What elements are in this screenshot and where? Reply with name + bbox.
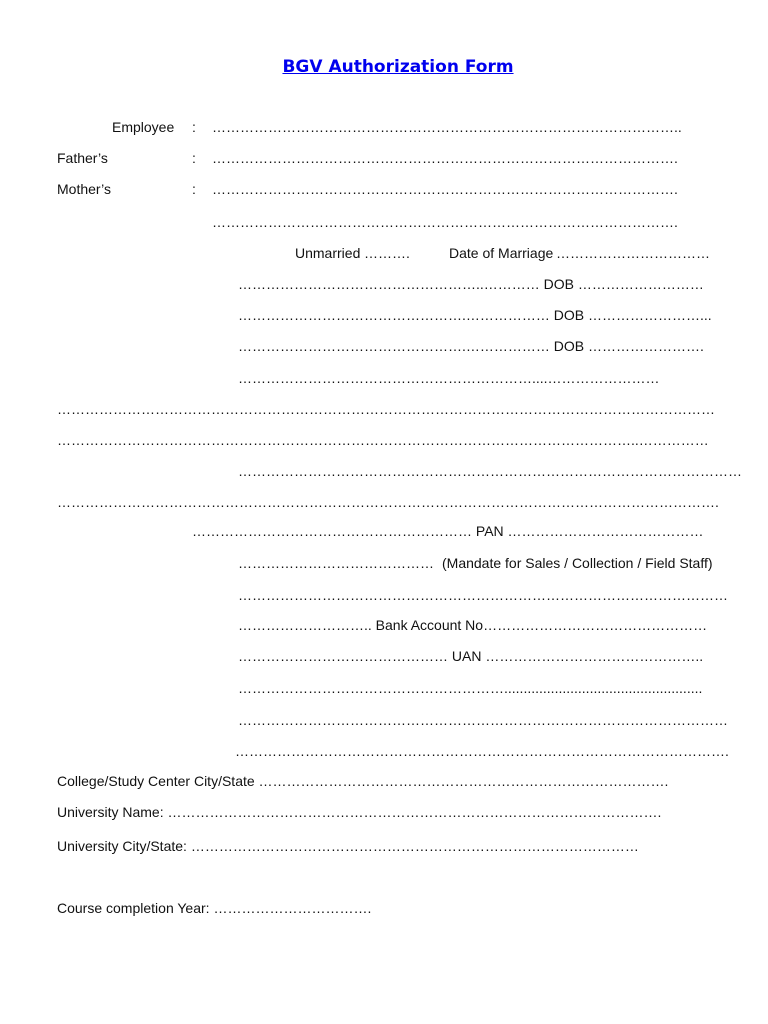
dob-field[interactable]: ……………………. [584,338,704,354]
pan-row [192,523,704,539]
dob-field[interactable]: ……………………... [584,307,712,323]
blank-field[interactable]: ……………………………………………………………………………………………………………………………. [57,494,719,510]
marriage-date-field[interactable]: …………………………… [556,245,710,261]
blank-field[interactable]: ………………………………………………………....…………………… [238,370,660,386]
uan-field[interactable]: ……………………………………….. [481,648,704,664]
course-year-label: Course completion Year: [57,900,210,916]
pan-label: PAN [475,523,504,539]
bank-account-field[interactable]: ………………………………………… [483,617,708,633]
blank-field[interactable]: ……………………………………………………………………………………………. [235,743,729,759]
dob-name-field[interactable]: ……………………………………………..………… [238,276,544,292]
uan-label: UAN [451,648,482,664]
dob-name-field[interactable]: ………………………………………….……………… [238,338,554,354]
college-label: College/Study Center City/State [57,773,255,789]
pan-prefix-field[interactable]: …………………………………………………… [192,523,476,539]
father-label: Father’s [57,150,108,166]
blank-field[interactable]: …………………………………………………………………………………………… [238,587,728,603]
dob-field[interactable]: ……………………… [574,276,704,292]
bank-prefix-field[interactable]: ……………………….. [238,617,376,633]
college-row [57,773,668,789]
form-title: BGV Authorization Form [282,57,514,77]
uan-prefix-field[interactable]: ……………………………………… [238,648,452,664]
blank-field[interactable]: ……………………………………………………………………………………………………………..…………… [57,432,709,448]
course-year-row [57,900,371,916]
unmarried-label: Unmarried [295,245,361,261]
university-city-label: University City/State: [57,838,187,854]
address-field-1[interactable]: ………………………………………………………………………………………. [212,214,678,230]
unmarried-field[interactable]: ………. [364,245,410,261]
dob-name-field[interactable]: ………………………………………….……………… [238,307,554,323]
dob-label: DOB [543,276,575,292]
bank-row [238,617,707,633]
father-field[interactable]: ………………………………………………………………………………………. [212,150,678,166]
blank-field[interactable]: ……………………………………………………………………………………………… [238,463,742,479]
employee-field[interactable]: ……………………………………………………………………………………….. [212,119,682,135]
dob-row [238,338,704,354]
uan-row [238,648,703,664]
mandate-note: (Mandate for Sales / Collection / Field Staff) [442,555,713,571]
course-year-field[interactable]: ……………………………. [213,900,372,916]
pan-field[interactable]: …………………………………… [503,523,704,539]
university-city-field[interactable]: …………………………………………………………………………………… [190,838,639,854]
marriage-date-label: Date of Marriage [449,245,554,261]
dob-row [238,276,704,292]
mother-field[interactable]: ………………………………………………………………………………………. [212,181,678,197]
university-name-label: University Name: [57,804,164,820]
university-city-row [57,838,639,854]
blank-field[interactable]: …………………………………………………................................................... [238,680,703,696]
mandate-field[interactable]: …………………………………… [238,555,434,571]
university-name-row [57,804,661,820]
mother-colon: : [192,181,196,197]
university-name-field[interactable]: ……………………………………………………………………………………………. [167,804,662,820]
father-colon: : [192,150,196,166]
blank-field[interactable]: …………………………………………………………………………………………………………………………… [57,401,715,417]
employee-label: Employee [112,119,175,135]
dob-label: DOB [553,307,585,323]
blank-field[interactable]: …………………………………………………………………………………………… [238,712,728,728]
dob-label: DOB [553,338,585,354]
employee-colon: : [192,119,196,135]
bank-account-label: Bank Account No [375,617,484,633]
college-field[interactable]: ……………………………………………………………………………. [258,773,669,789]
mother-label: Mother’s [57,181,111,197]
dob-row [238,307,712,323]
